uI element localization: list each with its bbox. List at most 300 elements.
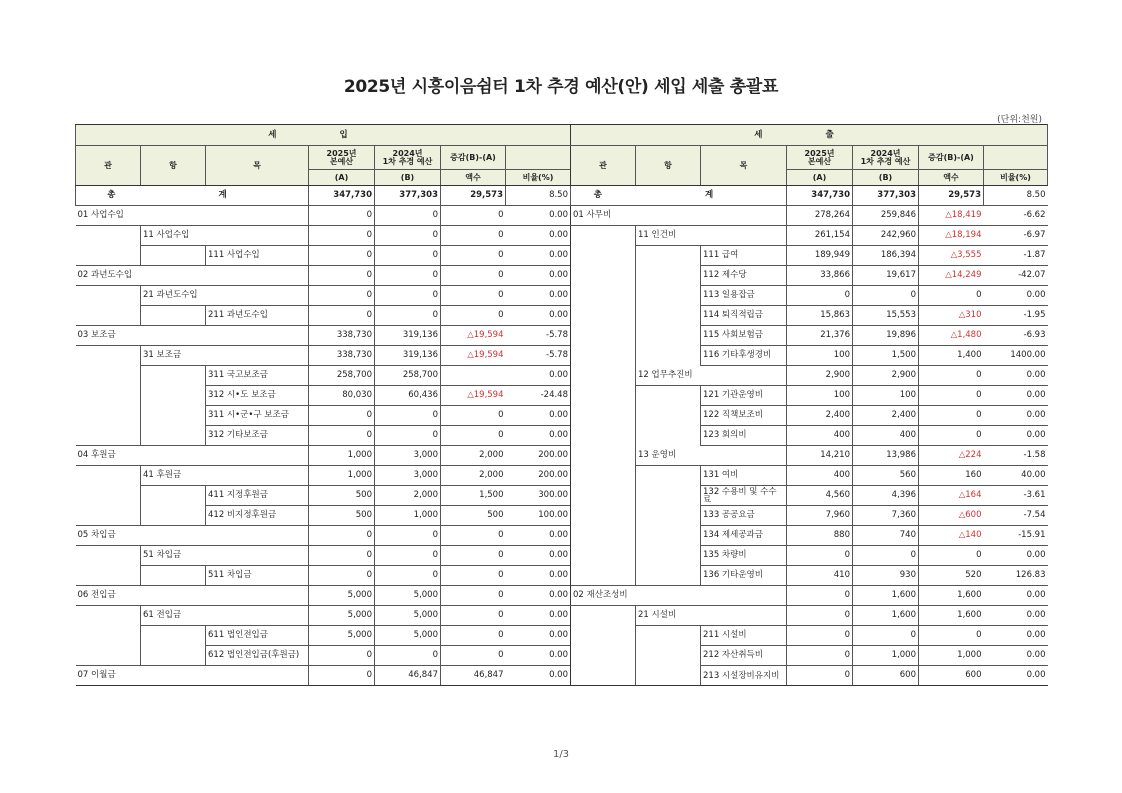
amount-2024: 0 (375, 646, 441, 666)
expenditure-table (570, 124, 1048, 686)
mok-cell: 511 차입금 (206, 566, 309, 586)
amount-2024: 930 (853, 566, 919, 586)
amount-2024: 258,700 (375, 366, 441, 386)
col-amount: 액수 (441, 170, 506, 186)
table-row (571, 226, 1048, 246)
diff-ratio: 100.00 (506, 506, 571, 526)
gwan-cell (76, 246, 141, 266)
amount-2024: 0 (375, 206, 441, 226)
table-row (76, 346, 571, 366)
amount-2025: 338,730 (309, 326, 375, 346)
diff-ratio: 0.00 (506, 566, 571, 586)
hang-cell (636, 666, 701, 686)
diff-ratio: 0.00 (506, 586, 571, 606)
hang-cell (141, 426, 206, 446)
diff-amount: 2,000 (441, 466, 506, 486)
amount-2024: 242,960 (853, 226, 919, 246)
diff-amount: 0 (441, 226, 506, 246)
diff-amount: 0 (441, 566, 506, 586)
amount-2024: 1,000 (853, 646, 919, 666)
diff-ratio: -15.91 (984, 526, 1048, 546)
hang-cell: 21 과년도수입 (141, 286, 309, 306)
mok-cell: 211 시설비 (701, 626, 787, 646)
amount-2024: 60,436 (375, 386, 441, 406)
diff-amount: △3,555 (919, 246, 984, 266)
diff-ratio: -5.78 (506, 346, 571, 366)
diff-amount: △600 (919, 506, 984, 526)
diff-amount: 0 (919, 626, 984, 646)
diff-ratio: 0.00 (984, 286, 1048, 306)
hang-cell (636, 646, 701, 666)
gwan-cell (571, 426, 636, 446)
amount-2025: 100 (787, 386, 853, 406)
table-row (76, 226, 571, 246)
amount-2024: 0 (375, 306, 441, 326)
amount-2024: 186,394 (853, 246, 919, 266)
col-2025-tag: (A) (309, 170, 375, 186)
gwan-cell: 07 이월금 (76, 666, 309, 686)
revenue-table (75, 124, 571, 686)
mok-cell: 116 기타후생경비 (701, 346, 787, 366)
diff-amount: 600 (919, 666, 984, 686)
diff-ratio: 0.00 (984, 606, 1048, 626)
gwan-cell (571, 486, 636, 506)
gwan-cell (76, 226, 141, 246)
col-hang: 항 (636, 146, 701, 186)
gwan-cell (571, 526, 636, 546)
diff-ratio: -42.07 (984, 266, 1048, 286)
diff-ratio: 1400.00 (984, 346, 1048, 366)
amount-2024: 1,600 (853, 586, 919, 606)
amount-2024: 2,400 (853, 406, 919, 426)
diff-amount: 0 (441, 406, 506, 426)
diff-ratio: -6.62 (984, 206, 1048, 226)
diff-amount: 520 (919, 566, 984, 586)
diff-ratio: 300.00 (506, 486, 571, 506)
amount-2024: 319,136 (375, 346, 441, 366)
col-2024 (853, 146, 919, 170)
unit-label: (단위:천원) (997, 115, 1042, 125)
mok-cell: 122 직책보조비 (701, 406, 787, 426)
mok-cell: 112 제수당 (701, 266, 787, 286)
diff-ratio: 0.00 (506, 406, 571, 426)
col-2025 (787, 146, 853, 170)
amount-2025: 880 (787, 526, 853, 546)
amount-2025: 0 (309, 206, 375, 226)
amount-2025: 2,400 (787, 406, 853, 426)
gwan-cell (76, 606, 141, 626)
mok-cell: 113 일용잡금 (701, 286, 787, 306)
total-2025: 347,730 (309, 186, 375, 206)
col-2025-text: 본예산 (329, 156, 354, 166)
diff-ratio: 0.00 (984, 666, 1048, 686)
gwan-cell: 01 사업수입 (76, 206, 309, 226)
amount-2025: 189,949 (787, 246, 853, 266)
gwan-cell (76, 566, 141, 586)
diff-ratio: -1.58 (984, 446, 1048, 466)
col-mok: 목 (206, 146, 309, 186)
page-number: 1/3 (552, 749, 570, 760)
diff-amount: 0 (441, 206, 506, 226)
amount-2025: 80,030 (309, 386, 375, 406)
gwan-cell (571, 646, 636, 666)
diff-ratio: 0.00 (506, 306, 571, 326)
amount-2025: 278,264 (787, 206, 853, 226)
table-row (76, 666, 571, 686)
hang-cell (636, 486, 701, 506)
hang-cell (141, 386, 206, 406)
amount-2025: 100 (787, 346, 853, 366)
amount-2024: 0 (375, 546, 441, 566)
table-row (571, 526, 1048, 546)
hang-cell (141, 566, 206, 586)
table-row (76, 486, 571, 506)
gwan-cell (76, 366, 141, 386)
mok-cell: 213 시설장비유지비 (701, 666, 787, 686)
diff-amount: 0 (441, 546, 506, 566)
amount-2025: 1,000 (309, 466, 375, 486)
table-row (571, 446, 1048, 466)
amount-2025: 0 (309, 426, 375, 446)
amount-2024: 3,000 (375, 466, 441, 486)
total-diff: 29,573 (919, 186, 984, 206)
gwan-cell (76, 286, 141, 306)
amount-2025: 0 (309, 546, 375, 566)
col-ratio: 비율(%) (984, 170, 1048, 186)
diff-amount: △140 (919, 526, 984, 546)
col-2025-text: 2025년 (326, 148, 357, 158)
col-amount: 액수 (919, 170, 984, 186)
amount-2025: 0 (309, 246, 375, 266)
hang-cell: 12 업무추진비 (636, 366, 787, 386)
diff-ratio: 0.00 (984, 546, 1048, 566)
gwan-cell: 03 보조금 (76, 326, 309, 346)
amount-2024: 0 (853, 626, 919, 646)
table-row (571, 326, 1048, 346)
amount-2024: 3,000 (375, 446, 441, 466)
table-row (76, 426, 571, 446)
table-row (571, 486, 1048, 506)
table-row (76, 566, 571, 586)
amount-2024: 0 (375, 406, 441, 426)
hang-cell (636, 246, 701, 266)
table-row (76, 266, 571, 286)
hang-cell (636, 566, 701, 586)
hang-cell: 51 차입금 (141, 546, 309, 566)
diff-amount: 0 (919, 366, 984, 386)
table-row (76, 326, 571, 346)
diff-ratio: 0.00 (984, 366, 1048, 386)
table-row (76, 366, 571, 386)
diff-amount (441, 366, 506, 386)
gwan-cell (571, 446, 636, 466)
col-2025 (309, 146, 375, 170)
col-gwan: 관 (571, 146, 636, 186)
diff-amount: △310 (919, 306, 984, 326)
total-label: 총 계 (76, 186, 309, 206)
hang-cell (636, 466, 701, 486)
table-row (571, 646, 1048, 666)
diff-amount: △14,249 (919, 266, 984, 286)
total-2024: 377,303 (853, 186, 919, 206)
diff-ratio: 0.00 (506, 266, 571, 286)
hang-cell (141, 246, 206, 266)
col-2024-text: 1차 추경 예산 (860, 156, 911, 166)
table-row (76, 246, 571, 266)
diff-ratio: 0.00 (506, 246, 571, 266)
amount-2025: 0 (309, 646, 375, 666)
col-2024-tag: (B) (853, 170, 919, 186)
diff-ratio: -1.95 (984, 306, 1048, 326)
diff-ratio: 0.00 (984, 386, 1048, 406)
amount-2025: 258,700 (309, 366, 375, 386)
gwan-cell (571, 326, 636, 346)
gwan-cell (571, 266, 636, 286)
diff-amount: 500 (441, 506, 506, 526)
amount-2025: 15,863 (787, 306, 853, 326)
gwan-cell: 01 사무비 (571, 206, 787, 226)
amount-2024: 400 (853, 426, 919, 446)
amount-2025: 5,000 (309, 586, 375, 606)
mok-cell: 114 퇴직적립금 (701, 306, 787, 326)
amount-2025: 21,376 (787, 326, 853, 346)
table-row (571, 286, 1048, 306)
diff-amount: △18,194 (919, 226, 984, 246)
total-label: 총 계 (571, 186, 787, 206)
mok-cell: 115 사회보험금 (701, 326, 787, 346)
col-2025-text: 2025년 (804, 148, 835, 158)
gwan-cell (76, 306, 141, 326)
amount-2024: 46,847 (375, 666, 441, 686)
amount-2025: 500 (309, 486, 375, 506)
amount-2025: 0 (309, 566, 375, 586)
amount-2024: 7,360 (853, 506, 919, 526)
amount-2025: 0 (309, 306, 375, 326)
amount-2025: 0 (309, 526, 375, 546)
col-diff-empty (506, 146, 571, 170)
diff-ratio: 0.00 (984, 626, 1048, 646)
hang-cell (141, 646, 206, 666)
hang-cell (636, 266, 701, 286)
table-row (571, 666, 1048, 686)
col-ratio: 비율(%) (506, 170, 571, 186)
diff-amount: 0 (441, 266, 506, 286)
gwan-cell (571, 246, 636, 266)
hang-cell: 11 인건비 (636, 226, 787, 246)
total-2024: 377,303 (375, 186, 441, 206)
diff-amount: 0 (919, 386, 984, 406)
amount-2025: 400 (787, 426, 853, 446)
diff-amount: 0 (441, 526, 506, 546)
amount-2024: 319,136 (375, 326, 441, 346)
amount-2024: 19,617 (853, 266, 919, 286)
diff-ratio: 0.00 (506, 666, 571, 686)
gwan-cell (76, 386, 141, 406)
amount-2025: 410 (787, 566, 853, 586)
amount-2024: 740 (853, 526, 919, 546)
mok-cell: 411 지정후원금 (206, 486, 309, 506)
table-row (571, 366, 1048, 386)
amount-2024: 1,600 (853, 606, 919, 626)
amount-2025: 5,000 (309, 626, 375, 646)
gwan-cell: 04 후원금 (76, 446, 309, 466)
mok-cell: 211 과년도수입 (206, 306, 309, 326)
hang-cell (636, 546, 701, 566)
total-ratio: 8.50 (506, 186, 571, 206)
hang-cell: 21 시설비 (636, 606, 787, 626)
amount-2025: 0 (309, 286, 375, 306)
amount-2025: 0 (787, 586, 853, 606)
amount-2024: 0 (375, 226, 441, 246)
mok-cell: 412 비지정후원금 (206, 506, 309, 526)
diff-amount: 0 (441, 646, 506, 666)
diff-amount: 0 (441, 246, 506, 266)
amount-2024: 560 (853, 466, 919, 486)
mok-cell: 311 국고보조금 (206, 366, 309, 386)
col-diff: 증감(B)-(A) (441, 146, 506, 170)
diff-ratio: 0.00 (984, 646, 1048, 666)
amount-2024: 0 (375, 566, 441, 586)
hang-cell: 11 사업수입 (141, 226, 309, 246)
amount-2025: 400 (787, 466, 853, 486)
diff-amount: 0 (919, 426, 984, 446)
amount-2024: 100 (853, 386, 919, 406)
diff-ratio: 0.00 (506, 606, 571, 626)
table-row (571, 206, 1048, 226)
table-row (76, 286, 571, 306)
table-row (76, 646, 571, 666)
col-2025-text: 본예산 (807, 156, 832, 166)
table-row (571, 346, 1048, 366)
diff-ratio: -6.93 (984, 326, 1048, 346)
hang-cell (141, 366, 206, 386)
hang-cell (141, 486, 206, 506)
hang-cell: 61 전입금 (141, 606, 309, 626)
gwan-cell (76, 546, 141, 566)
amount-2024: 0 (375, 246, 441, 266)
col-2024 (375, 146, 441, 170)
table-row (571, 266, 1048, 286)
diff-ratio: -3.61 (984, 486, 1048, 506)
amount-2024: 4,396 (853, 486, 919, 506)
diff-amount: △18,419 (919, 206, 984, 226)
diff-ratio: 0.00 (506, 366, 571, 386)
diff-amount: 0 (441, 606, 506, 626)
table-row (571, 306, 1048, 326)
gwan-cell (571, 306, 636, 326)
amount-2025: 5,000 (309, 606, 375, 626)
diff-amount: 2,000 (441, 446, 506, 466)
diff-amount: △224 (919, 446, 984, 466)
diff-amount: △19,594 (441, 386, 506, 406)
gwan-cell (571, 626, 636, 646)
table-row (76, 586, 571, 606)
table-row (76, 446, 571, 466)
hang-cell (141, 306, 206, 326)
diff-ratio: 0.00 (984, 426, 1048, 446)
diff-amount: 1,000 (919, 646, 984, 666)
col-gwan: 관 (76, 146, 141, 186)
gwan-cell: 06 전입금 (76, 586, 309, 606)
page-title: 2025년 시흥이음쉼터 1차 추경 예산(안) 세입 세출 총괄표 (343, 77, 779, 97)
amount-2024: 5,000 (375, 586, 441, 606)
amount-2025: 0 (787, 646, 853, 666)
table-row (571, 626, 1048, 646)
hang-cell (636, 306, 701, 326)
total-diff: 29,573 (441, 186, 506, 206)
hang-cell: 13 운영비 (636, 446, 787, 466)
diff-amount: 1,600 (919, 586, 984, 606)
diff-amount: △19,594 (441, 326, 506, 346)
table-row (76, 306, 571, 326)
amount-2024: 2,900 (853, 366, 919, 386)
diff-amount: △1,480 (919, 326, 984, 346)
gwan-cell (76, 506, 141, 526)
mok-cell: 111 사업수입 (206, 246, 309, 266)
amount-2025: 1,000 (309, 446, 375, 466)
hang-cell (636, 326, 701, 346)
total-row (571, 186, 1048, 206)
amount-2025: 0 (309, 226, 375, 246)
col-diff-empty (984, 146, 1048, 170)
mok-cell: 212 자산취득비 (701, 646, 787, 666)
amount-2025: 0 (787, 546, 853, 566)
mok-cell: 136 기타운영비 (701, 566, 787, 586)
total-ratio: 8.50 (984, 186, 1048, 206)
mok-cell: 132 수용비 및 수수료 (701, 486, 787, 506)
hang-cell (636, 626, 701, 646)
mok-cell: 135 차량비 (701, 546, 787, 566)
hang-cell (141, 626, 206, 646)
amount-2024: 0 (853, 546, 919, 566)
gwan-cell (571, 466, 636, 486)
gwan-cell (571, 606, 636, 626)
hang-cell: 31 보조금 (141, 346, 309, 366)
hang-cell: 41 후원금 (141, 466, 309, 486)
col-2024-text: 2024년 (870, 148, 901, 158)
diff-amount: 0 (441, 626, 506, 646)
mok-cell: 312 기타보조금 (206, 426, 309, 446)
table-row (76, 606, 571, 626)
diff-ratio: -1.87 (984, 246, 1048, 266)
diff-amount: △19,594 (441, 346, 506, 366)
table-row (76, 626, 571, 646)
amount-2025: 0 (787, 606, 853, 626)
mok-cell: 123 회의비 (701, 426, 787, 446)
gwan-cell (571, 406, 636, 426)
col-diff: 증감(B)-(A) (919, 146, 984, 170)
gwan-cell (571, 366, 636, 386)
amount-2024: 0 (853, 286, 919, 306)
table-row (76, 546, 571, 566)
table-row (571, 506, 1048, 526)
table-row (571, 426, 1048, 446)
table-row (76, 466, 571, 486)
amount-2025: 500 (309, 506, 375, 526)
mok-cell: 131 여비 (701, 466, 787, 486)
section-title: 세 입 (76, 125, 571, 146)
diff-amount: 160 (919, 466, 984, 486)
total-row (76, 186, 571, 206)
gwan-cell (571, 346, 636, 366)
hang-cell (636, 346, 701, 366)
amount-2024: 600 (853, 666, 919, 686)
amount-2025: 0 (787, 626, 853, 646)
diff-amount: 1,600 (919, 606, 984, 626)
hang-cell (636, 426, 701, 446)
diff-amount: 0 (919, 406, 984, 426)
hang-cell (636, 406, 701, 426)
